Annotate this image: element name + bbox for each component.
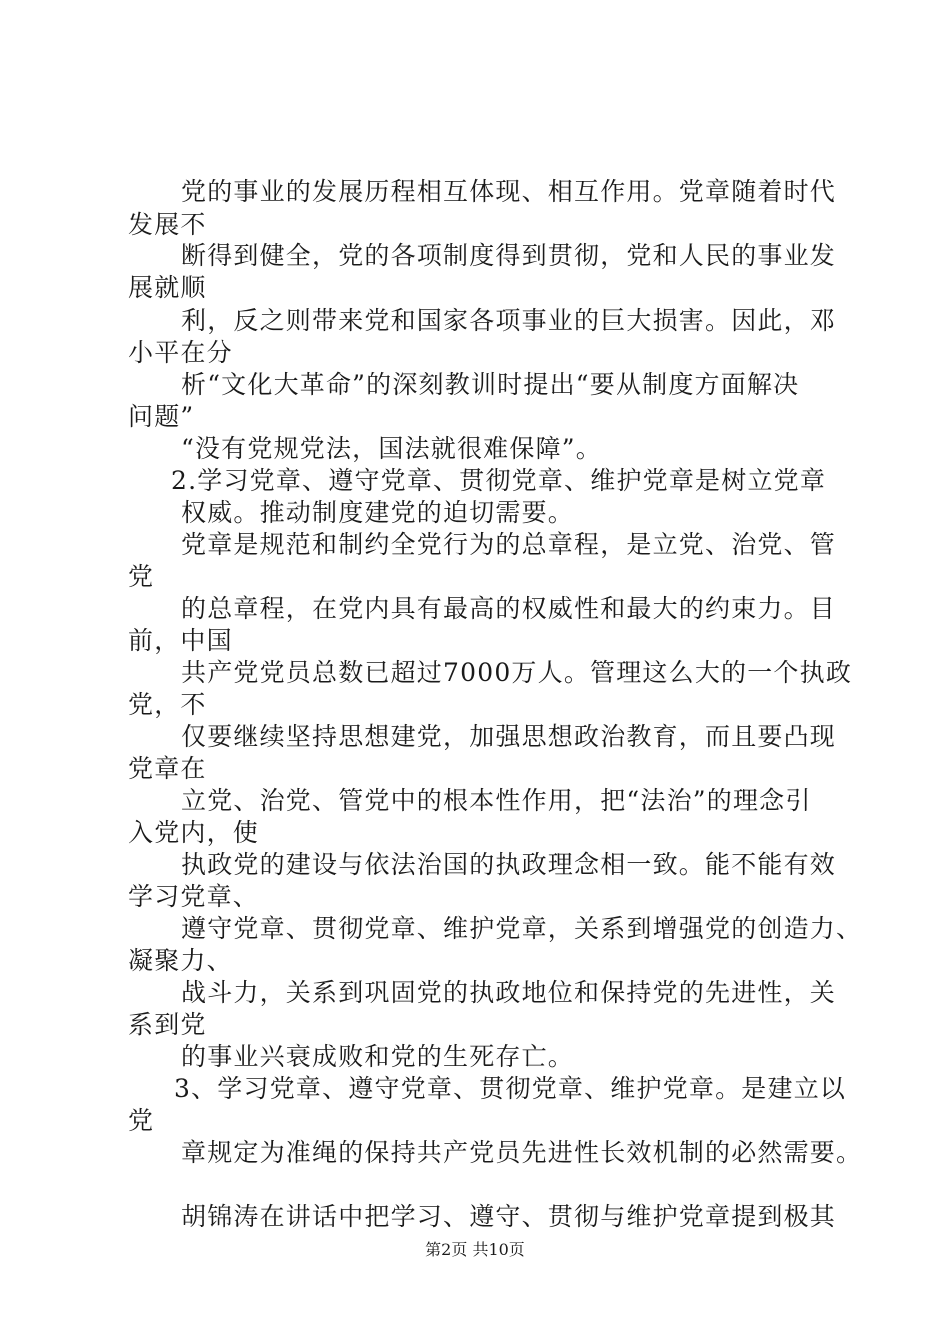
text-line: 立党、治党、管党中的根本性作用，把“法治”的理念引 <box>181 786 812 815</box>
text-line: 党，不 <box>128 690 207 719</box>
text-line: 系到党 <box>128 1010 207 1039</box>
text-line: 战斗力，关系到巩固党的执政地位和保持党的先进性，关 <box>181 978 837 1007</box>
text-line: 利，反之则带来党和国家各项事业的巨大损害。因此，邓 <box>181 306 837 335</box>
text-line: 3、学习党章、遵守党章、贯彻党章、维护党章。是建立以 <box>174 1074 847 1103</box>
text-line: 问题” <box>128 402 195 431</box>
text-line: 凝聚力、 <box>128 946 233 975</box>
page-footer: 第2页 共10页 <box>425 1240 525 1259</box>
text-line: 断得到健全，党的各项制度得到贯彻，党和人民的事业发 <box>181 241 837 270</box>
text-line: 党 <box>128 1106 155 1135</box>
text-line: 党章在 <box>128 754 207 783</box>
text-line: 小平在分 <box>128 338 233 367</box>
text-line: 的事业兴衰成败和党的生死存亡。 <box>181 1042 575 1071</box>
text-line: 胡锦涛在讲话中把学习、遵守、贯彻与维护党章提到极其 <box>181 1202 837 1231</box>
text-line: 权威。推动制度建党的迫切需要。 <box>181 498 575 527</box>
text-line: 析“文化大革命”的深刻教训时提出“要从制度方面解决 <box>181 370 800 399</box>
text-line: “没有党规党法，国法就很难保障”。 <box>181 434 602 463</box>
text-line: 党 <box>128 562 155 591</box>
text-line: 前，中国 <box>128 626 233 655</box>
text-line: 党章是规范和制约全党行为的总章程，是立党、治党、管 <box>181 530 837 559</box>
text-line: 遵守党章、贯彻党章、维护党章，关系到增强党的创造力、 <box>181 914 863 943</box>
text-line: 党的事业的发展历程相互体现、相互作用。党章随着时代 <box>181 177 837 206</box>
text-line: 的总章程，在党内具有最高的权威性和最大的约束力。目 <box>181 594 837 623</box>
text-line: 仅要继续坚持思想建党，加强思想政治教育，而且要凸现 <box>181 722 837 751</box>
text-line: 2.学习党章、遵守党章、贯彻党章、维护党章是树立党章 <box>171 466 827 495</box>
text-line: 学习党章、 <box>128 882 260 911</box>
text-line: 展就顺 <box>128 273 207 302</box>
text-line: 入党内，使 <box>128 818 260 847</box>
text-line: 共产党党员总数已超过7000万人。管理这么大的一个执政 <box>181 658 853 687</box>
text-line: 执政党的建设与依法治国的执政理念相一致。能不能有效 <box>181 850 837 879</box>
text-line: 章规定为准绳的保持共产党员先进性长效机制的必然需要。 <box>181 1138 863 1167</box>
text-line: 发展不 <box>128 210 207 239</box>
